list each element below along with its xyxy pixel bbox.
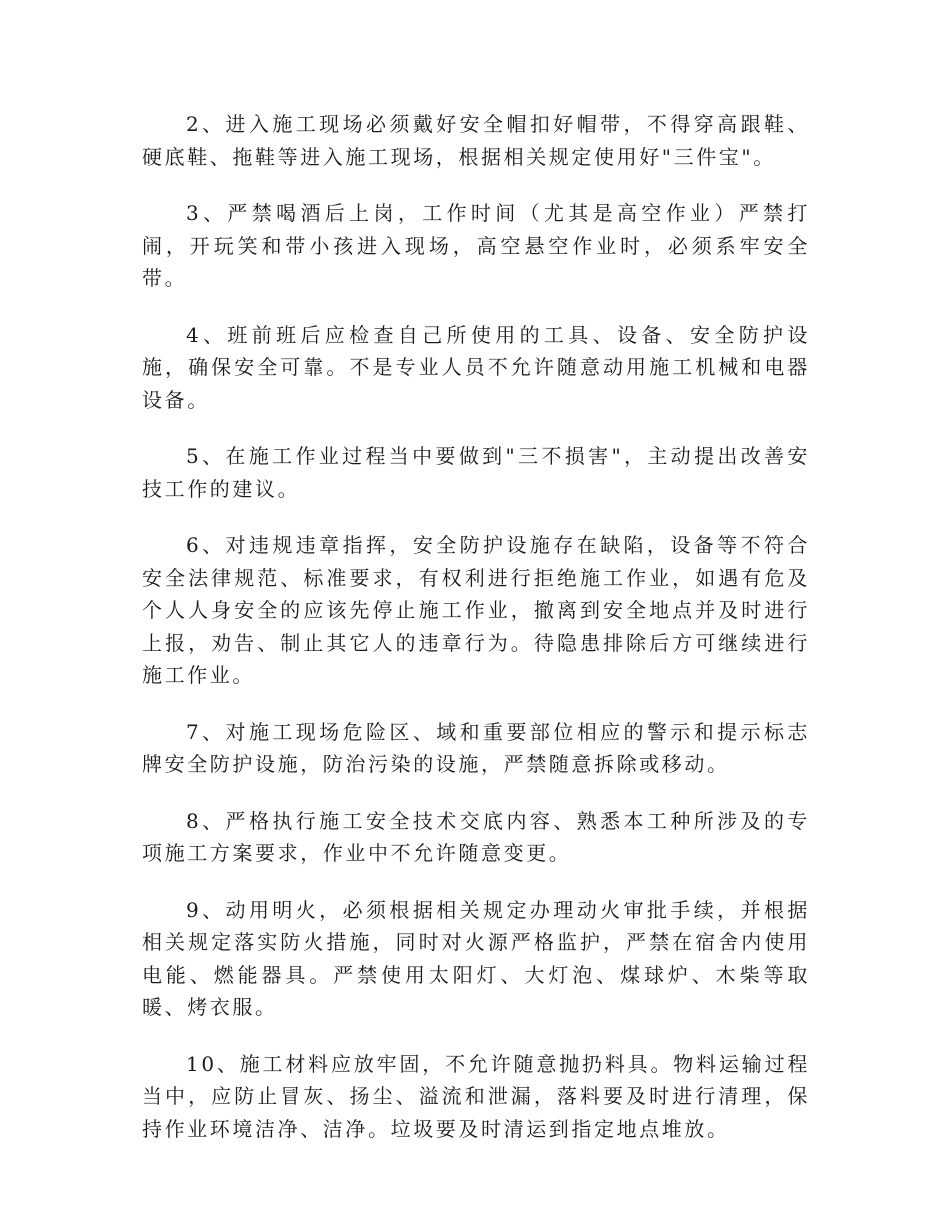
paragraph-item-6: 6、对违规违章指挥，安全防护设施存在缺陷，设备等不符合安全法律规范、标准要求，有权利进行拒绝施工作业，如遇有危及个人人身安全的应该先停止施工作业，撤离到安全地点并及时进行上报，劝告、制止其它人的违章行为。待隐患排除后方可继续进行施工作业。 [142, 533, 810, 687]
paragraph-item-10: 10、施工材料应放牢固，不允许随意抛扔料具。物料运输过程当中，应防止冒灰、扬尘、溢流和泄漏，落料要及时进行清理，保持作业环境洁净、洁净。垃圾要及时清运到指定地点堆放。 [142, 1051, 810, 1141]
paragraph-item-5: 5、在施工作业过程当中要做到"三不损害"，主动提出改善安技工作的建议。 [142, 444, 810, 501]
paragraph-item-8: 8、严格执行施工安全技术交底内容、熟悉本工种所涉及的专项施工方案要求，作业中不允许随意变更。 [142, 808, 810, 865]
paragraph-item-3: 3、严禁喝酒后上岗，工作时间（尤其是高空作业）严禁打闹，开玩笑和带小孩进入现场，高空悬空作业时，必须系牢安全带。 [142, 201, 810, 290]
paragraph-item-4: 4、班前班后应检查自己所使用的工具、设备、安全防护设施，确保安全可靠。不是专业人员不允许随意动用施工机械和电器设备。 [142, 322, 810, 412]
paragraph-item-2: 2、进入施工现场必须戴好安全帽扣好帽带，不得穿高跟鞋、硬底鞋、拖鞋等进入施工现场，根据相关规定使用好"三件宝"。 [142, 112, 810, 169]
paragraph-item-9: 9、动用明火，必须根据相关规定办理动火审批手续，并根据相关规定落实防火措施，同时对火源严格监护，严禁在宿舍内使用电能、燃能器具。严禁使用太阳灯、大灯泡、煤球炉、木柴等取暖、烤衣服。 [142, 897, 810, 1019]
paragraph-item-7: 7、对施工现场危险区、域和重要部位相应的警示和提示标志牌安全防护设施，防治污染的设施，严禁随意拆除或移动。 [142, 719, 810, 776]
